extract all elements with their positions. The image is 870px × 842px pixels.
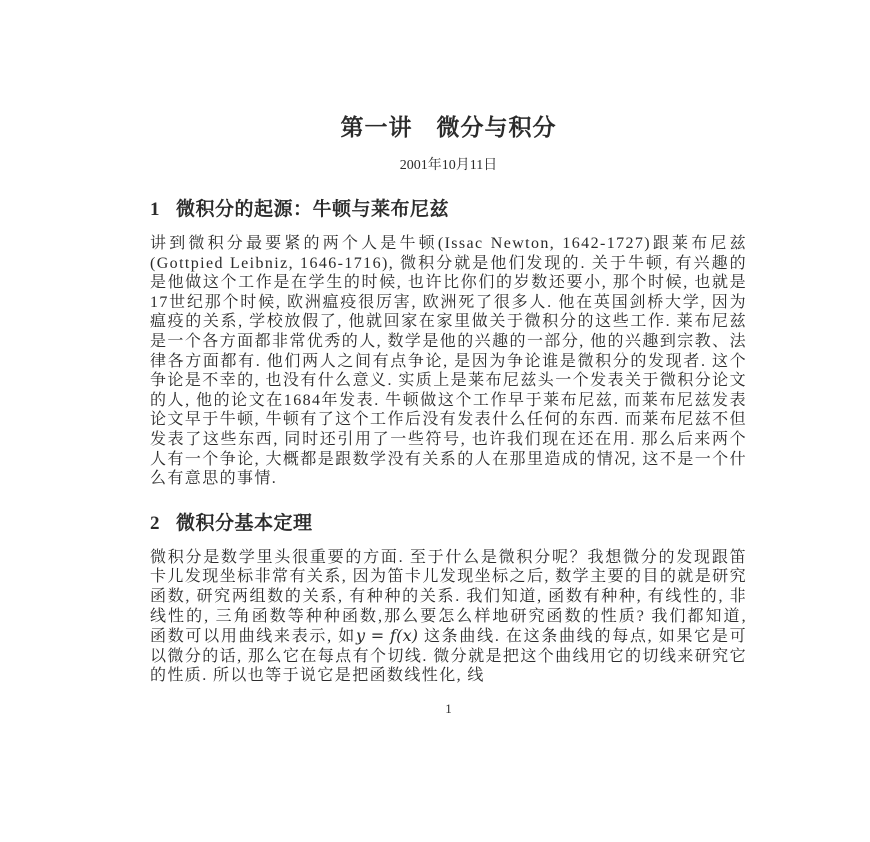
section-2-paragraph [150, 548, 747, 686]
section-1-text: 讲到微积分最要紧的两个人是牛顿(Issac Newton, 1642-1727)跟莱布尼兹(Gottpied Leibniz, 1646-1716), 微积分就是他们发现的. 关于牛顿, 有兴趣的是他做这个工作是在学生的时候, 也许比你们的岁数还要小, 那个时候, 也就是17世纪那个时候, 欧洲瘟疫很厉害, 欧洲死了很多人. 他在英国剑桥大学, 因为瘟疫的关系, 学校放假了, 他就回家在家里做关于微积分的这些工作. 莱布尼兹是一个各方面都非常优秀的人, 数学是他的兴趣的一部分, 他的兴趣到宗教、法律各方面都有. 他们两人之间有点争论, 是因为争论谁是微积分的发现者. 这个争论是不幸的, 也没有什么意义. 实质上是莱布尼兹头一个发表关于微积分论文的人, 他的论文在1684年发表. 牛顿做这个工作早于莱布尼兹, 而莱布尼兹发表论文早于牛顿, 牛顿有了这个工作后没有发表什么任何的东西. 而莱布尼兹不但发表了这些东西, 同时还引用了一些符号, 也许我们现在还在用. 那么后来两个人有一个争论, 大概都是跟数学没有关系的人在那里造成的情况, 这不是一个什么有意思的事情. [150, 235, 747, 488]
section-1-heading [150, 197, 747, 222]
doc-date: 2001年10月11日 [399, 158, 498, 173]
section-2-number: 2 [150, 512, 160, 534]
page-number: 1 [445, 700, 452, 716]
section-2-title: 微积分基本定理 [176, 512, 313, 534]
inline-math-formula: y = f(x) [355, 626, 419, 646]
section-1-number: 1 [150, 199, 160, 220]
section-2-heading [150, 511, 747, 536]
doc-title: 第一讲 微分与积分 [340, 115, 557, 140]
section-1-title: 微积分的起源：牛顿与莱布尼兹 [176, 199, 450, 220]
document-content [150, 0, 747, 717]
section-2-text-before-math: 微积分是数学里头很重要的方面. 至于什么是微积分呢？我想微分的发现跟笛卡儿发现坐标非常有关系, 因为笛卡儿发现坐标之后, 数学主要的目的就是研究函数, 研究两组数的关系, 有种种的关系. 我们知道, 函数有种种, 有线性的, 非线性的, 三角函数等种种函数,那么要怎么样地研究函数的性质? 我们都知道, 函数可以用曲线来表示, 如 [150, 548, 747, 646]
section-2-text-after-math: 这条曲线. 在这条曲线的每点, 如果它是可以微分的话, 那么它在每点有个切线. 微分就是把这个曲线用它的切线来研究它的性质. 所以也等于说它是把函数线性化, 线 [150, 628, 747, 685]
section-1-paragraph [150, 234, 747, 489]
